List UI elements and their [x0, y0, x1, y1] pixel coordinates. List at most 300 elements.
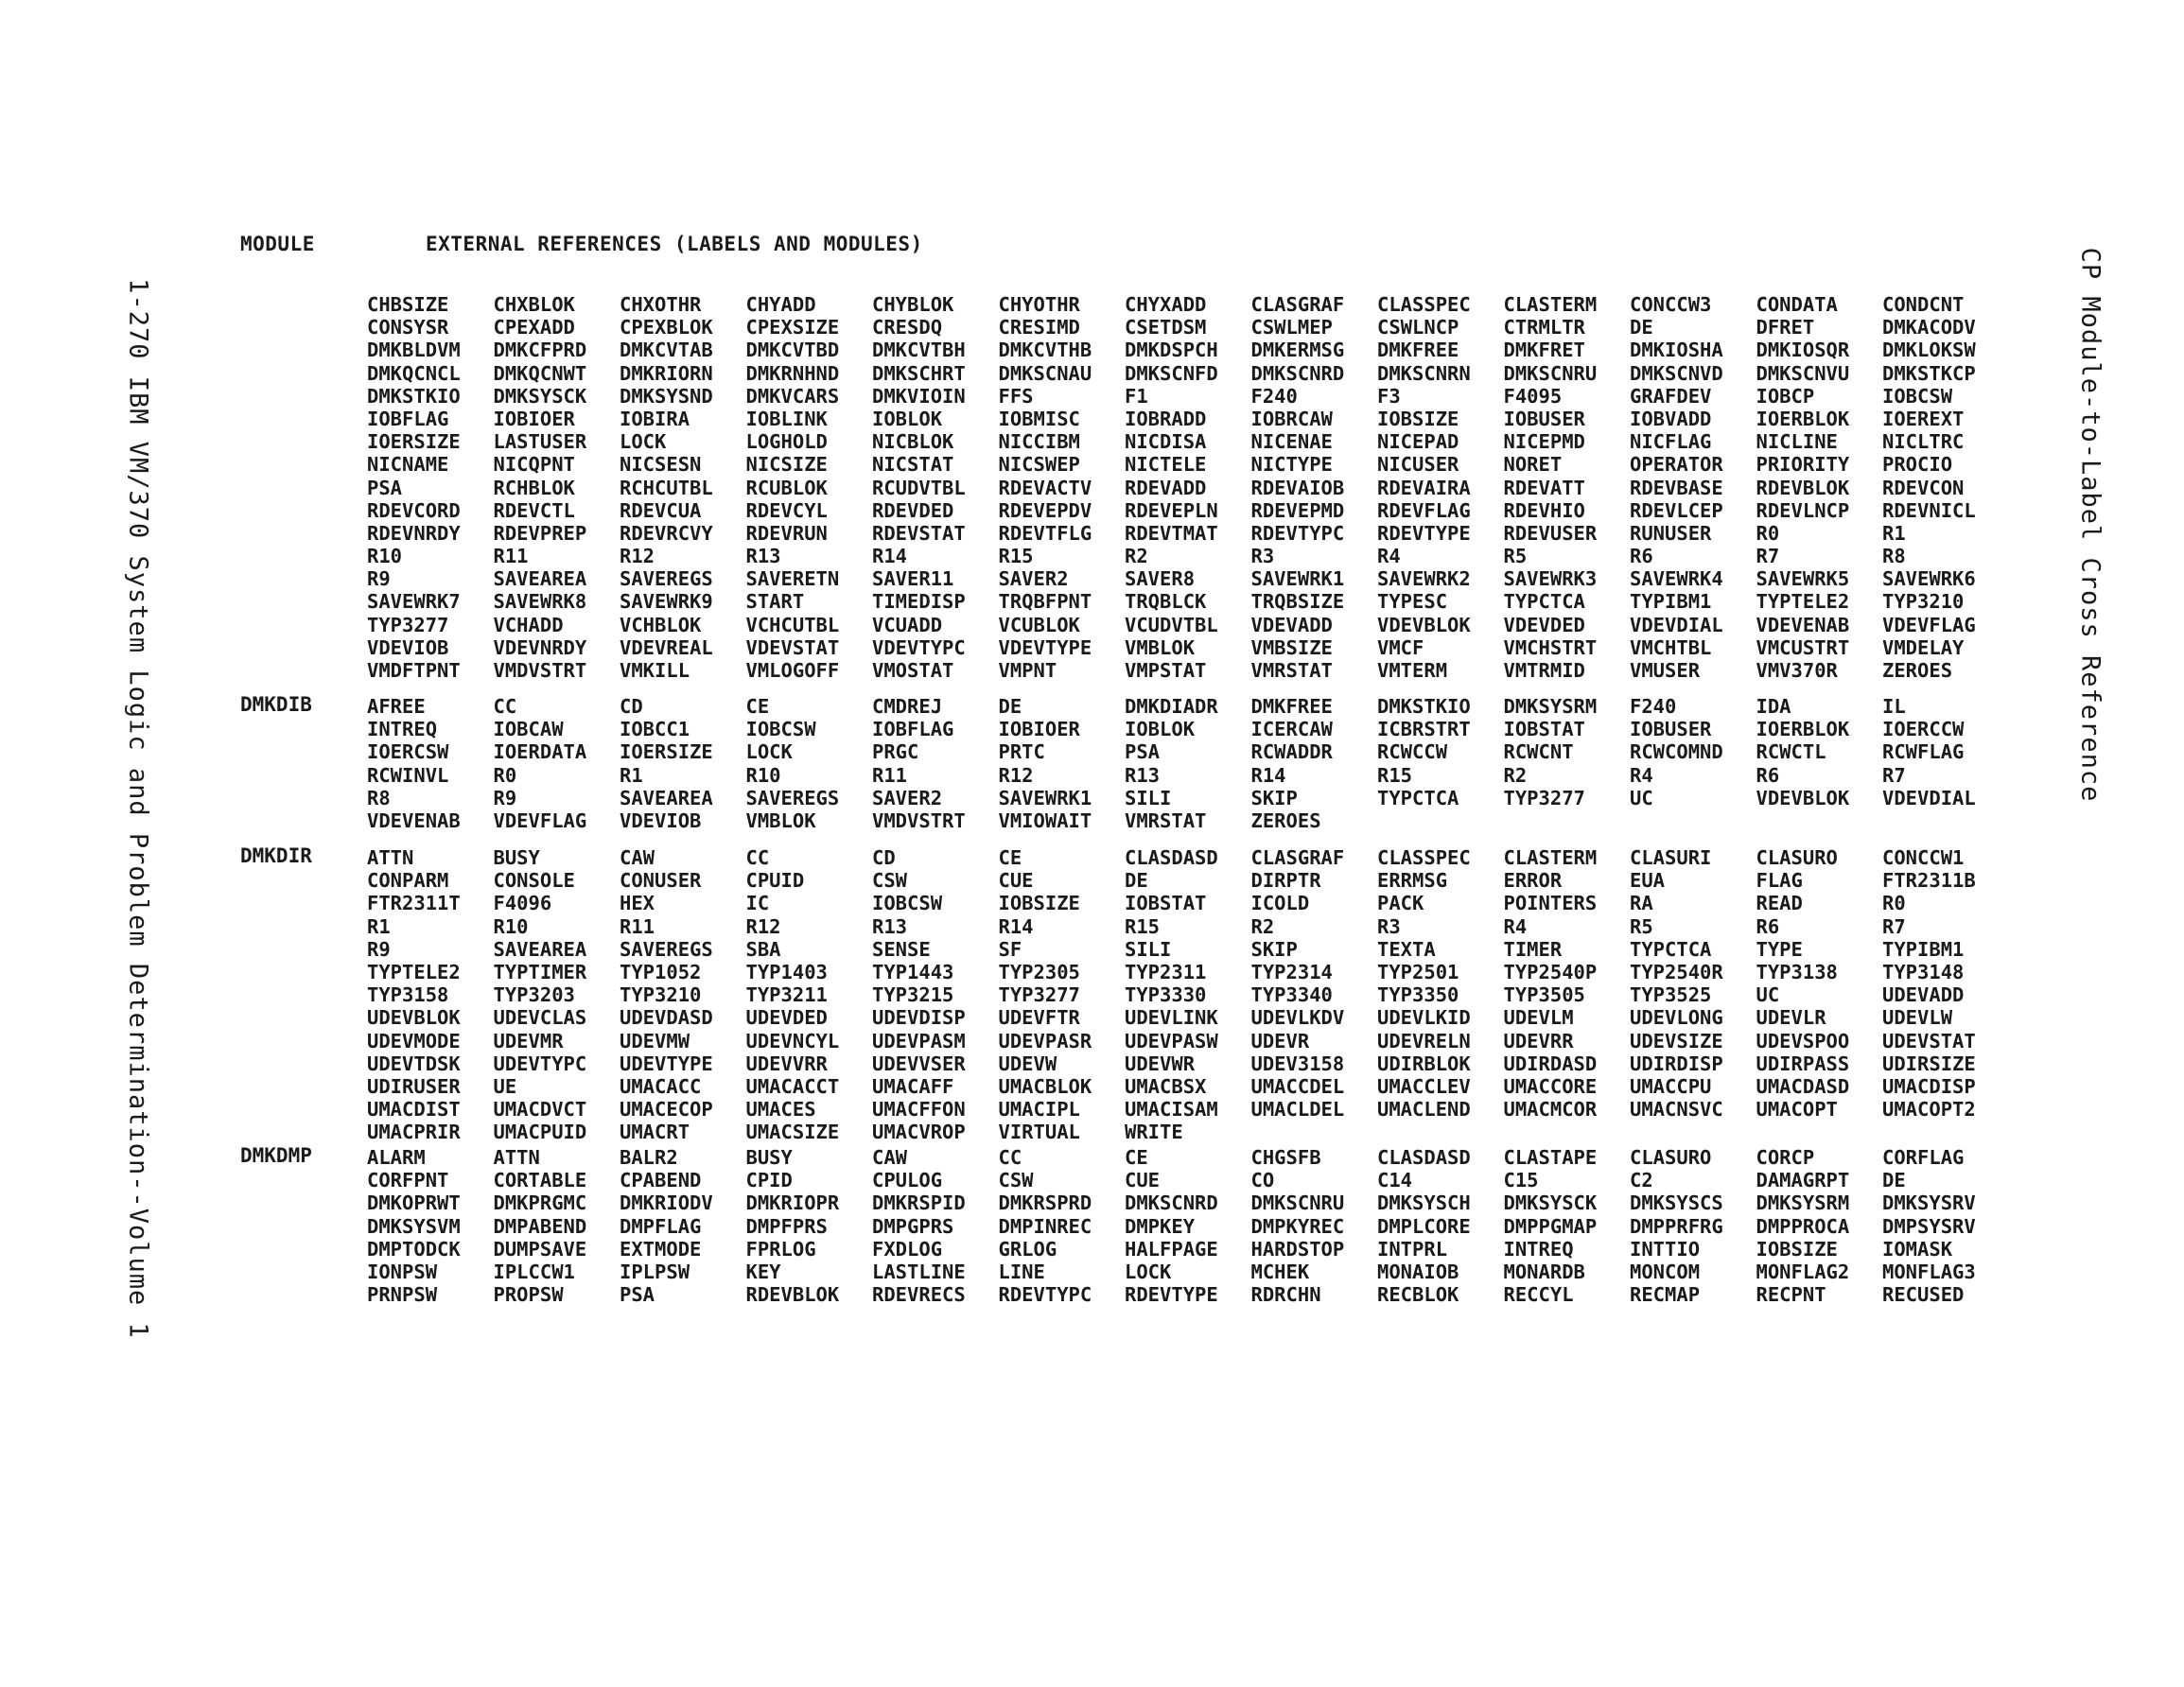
reference-label: FTR2311B: [1882, 869, 1976, 893]
reference-label: CAW: [620, 846, 655, 869]
reference-label: CRESDQ: [872, 316, 943, 339]
reference-label: UDEVLM: [1503, 1006, 1574, 1030]
reference-label: TYPTIMER: [493, 960, 587, 983]
reference-label: RDEVRCVY: [620, 521, 713, 545]
reference-label: R1: [367, 914, 391, 938]
reference-label: DIRPTR: [1250, 869, 1321, 893]
reference-label: [1377, 809, 1504, 832]
reference-label: IL: [1882, 695, 1906, 718]
reference-label: READ: [1756, 892, 1803, 915]
reference-label: UMACISAM: [1125, 1098, 1218, 1122]
reference-label: VCUBLOK: [998, 613, 1080, 636]
reference-label: CD: [620, 695, 643, 718]
reference-label: DMKBLDVM: [367, 339, 461, 362]
reference-label: [1630, 1121, 1756, 1143]
reference-label: TYPCTCA: [1377, 786, 1459, 809]
reference-label: CAW: [872, 1146, 908, 1169]
reference-label: IOBIRA: [620, 407, 690, 430]
reference-label: R12: [620, 545, 655, 568]
reference-label: SAVER2: [998, 567, 1069, 591]
reference-label: NICUSER: [1377, 453, 1459, 477]
reference-label: SAVEWRK3: [1503, 567, 1598, 591]
reference-label: NICSESN: [620, 453, 702, 477]
reference-label: TYP3350: [1377, 983, 1459, 1007]
reference-label: DMKSCNVD: [1630, 361, 1723, 385]
reference-label: DMKSYSRM: [1503, 695, 1598, 718]
reference-label: R2: [1250, 914, 1275, 938]
reference-label: ICBRSTRT: [1377, 718, 1471, 741]
reference-label: [1882, 1121, 2009, 1143]
reference-label: C15: [1503, 1169, 1539, 1192]
reference-label: VMRSTAT: [1125, 809, 1207, 832]
reference-label: VMDVSTRT: [493, 659, 587, 682]
reference-label: RECPNT: [1756, 1283, 1826, 1307]
module-name: DMKDMP: [240, 1144, 312, 1167]
reference-label: SAVEWRK1: [1250, 567, 1345, 591]
reference-label: CONCCW1: [1882, 846, 1965, 869]
reference-label: PRGC: [872, 740, 919, 764]
reference-label: RCHBLOK: [493, 476, 575, 499]
reference-label: RDEVNICL: [1882, 498, 1976, 522]
reference-label: R11: [872, 763, 908, 787]
reference-label: CPULOG: [872, 1169, 943, 1192]
reference-label: NORET: [1503, 453, 1563, 477]
reference-label: R8: [367, 786, 391, 809]
reference-label: SAVEAREA: [620, 786, 713, 809]
reference-label: DMKVIOIN: [872, 384, 966, 408]
reference-label: VIRTUAL: [998, 1121, 1080, 1144]
reference-label: R13: [745, 545, 781, 568]
reference-label: CHYOTHR: [998, 293, 1080, 316]
reference-label: VCUADD: [872, 613, 943, 636]
reference-label: FTR2311T: [367, 892, 461, 915]
reference-label: RCWCOMND: [1630, 740, 1723, 764]
reference-label: UDEV3158: [1250, 1052, 1345, 1075]
reference-label: UDEVADD: [1882, 983, 1965, 1007]
reference-label: F4095: [1503, 384, 1563, 408]
reference-label: DMKSYSCK: [1503, 1191, 1598, 1215]
reference-label: DMPSYSRV: [1882, 1214, 1976, 1238]
reference-label: CLASGRAF: [1250, 293, 1345, 316]
reference-label: ICERCAW: [1250, 718, 1333, 741]
reference-label: DMKSCHRT: [872, 361, 966, 385]
reference-label: VMLOGOFF: [745, 659, 840, 682]
reference-label: NICLTRC: [1882, 430, 1965, 454]
reference-label: VDEVIOB: [367, 635, 449, 659]
reference-label: UDEVLONG: [1630, 1006, 1723, 1030]
reference-label: INTREQ: [367, 718, 438, 741]
reference-label: RDEVSTAT: [872, 521, 966, 545]
reference-label: R1: [620, 763, 643, 787]
reference-label: R7: [1882, 763, 1906, 787]
reference-label: SKIP: [1250, 937, 1298, 961]
reference-label: UDEVLKDV: [1250, 1006, 1345, 1030]
reference-label: DE: [1125, 869, 1148, 893]
reference-label: IOBIOER: [493, 407, 575, 430]
reference-label: HARDSTOP: [1250, 1237, 1345, 1261]
reference-label: SAVEWRK8: [493, 590, 587, 614]
reference-label: VMCUSTRT: [1756, 635, 1850, 659]
reference-label: CD: [872, 846, 896, 869]
reference-label: VMPNT: [998, 659, 1057, 682]
reference-label: MONCOM: [1630, 1260, 1701, 1283]
reference-label: [1630, 809, 1756, 832]
reference-label: ZEROES: [1250, 809, 1321, 832]
reference-label: ATTN: [493, 1146, 540, 1169]
reference-label: R15: [1125, 914, 1161, 938]
reference-label: PRIORITY: [1756, 453, 1850, 477]
reference-label: PACK: [1377, 892, 1424, 915]
reference-label: UDEVLW: [1882, 1006, 1953, 1030]
reference-label: DMKLOKSW: [1882, 339, 1976, 362]
reference-label: NICTELE: [1125, 453, 1207, 477]
reference-label: CHYADD: [745, 293, 816, 316]
reference-label: UDEVFTR: [998, 1006, 1080, 1030]
reference-label: CHXOTHR: [620, 293, 702, 316]
reference-label: RDEVTYPC: [998, 1283, 1092, 1307]
reference-label: TYP3148: [1882, 960, 1965, 983]
reference-label: UDEVDED: [745, 1006, 828, 1030]
reference-label: SBA: [745, 937, 781, 961]
reference-label: DMKOPRWT: [367, 1191, 461, 1215]
reference-label: UMACPUID: [493, 1121, 587, 1144]
reference-label: UMACAFF: [872, 1074, 954, 1098]
reference-label: ALARM: [367, 1146, 426, 1169]
reference-label: EXTMODE: [620, 1237, 702, 1261]
reference-label: START: [745, 590, 805, 614]
reference-label: UMACES: [745, 1098, 816, 1122]
reference-label: SAVEWRK5: [1756, 567, 1850, 591]
reference-label: SAVER2: [872, 786, 943, 809]
reference-label: CTRMLTR: [1503, 316, 1585, 339]
reference-label: SAVEWRK9: [620, 590, 713, 614]
reference-label: DMKFREE: [1377, 339, 1459, 362]
reference-label: F4096: [493, 892, 552, 915]
reference-label: PROCIO: [1882, 453, 1953, 477]
reference-label: TYP2501: [1377, 960, 1459, 983]
reference-label: IOBUSER: [1630, 718, 1712, 741]
reference-label: UDEVPASM: [872, 1029, 966, 1052]
reference-label: IOBCSW: [1882, 384, 1953, 408]
reference-label: VMOSTAT: [872, 659, 954, 682]
reference-label: DMPPGMAP: [1503, 1214, 1598, 1238]
reference-label: IOMASK: [1882, 1237, 1953, 1261]
reference-label: VMTERM: [1377, 659, 1448, 682]
reference-label: VDEVSTAT: [745, 635, 840, 659]
reference-label: UE: [493, 1074, 517, 1098]
reference-label: VDEVBLOK: [1756, 786, 1850, 809]
reference-label: NICDISA: [1125, 430, 1207, 454]
reference-label: DMKCFPRD: [493, 339, 587, 362]
reference-label: GRLOG: [998, 1237, 1057, 1261]
reference-label: RDEVACTV: [998, 476, 1092, 499]
reference-label: RDEVAIRA: [1377, 476, 1471, 499]
reference-label: DMKACODV: [1882, 316, 1976, 339]
reference-label: IOBCAW: [493, 718, 564, 741]
reference-label: RCWCCW: [1377, 740, 1448, 764]
reference-label: RDEVBLOK: [745, 1283, 840, 1307]
reference-label: TYP3340: [1250, 983, 1333, 1007]
reference-label: RDEVEPDV: [998, 498, 1092, 522]
module-name: DMKDIB: [240, 693, 312, 716]
reference-label: DUMPSAVE: [493, 1237, 587, 1261]
reference-label: CE: [998, 846, 1022, 869]
reference-label: RDEVCUA: [620, 498, 702, 522]
reference-label: DMPKEY: [1125, 1214, 1196, 1238]
reference-label: SILI: [1125, 786, 1172, 809]
reference-label: [1504, 809, 1631, 832]
reference-label: R9: [367, 567, 391, 591]
column-header-external-references: EXTERNAL REFERENCES (LABELS AND MODULES): [426, 233, 923, 255]
reference-label: SAVEREGS: [745, 786, 840, 809]
reference-label: UDIRUSER: [367, 1074, 461, 1098]
reference-label: NICTYPE: [1250, 453, 1333, 477]
reference-label: CLASURO: [1630, 1146, 1712, 1169]
reference-label: MONFLAG3: [1882, 1260, 1976, 1283]
reference-label: TYP2311: [1125, 960, 1207, 983]
reference-label: TYP2540R: [1630, 960, 1723, 983]
reference-label: BUSY: [745, 1146, 793, 1169]
reference-label: R10: [367, 545, 403, 568]
reference-label: R14: [1250, 763, 1286, 787]
reference-label: DMKRIOPR: [745, 1191, 840, 1215]
reference-label: VCUDVTBL: [1125, 613, 1218, 636]
reference-label: UDEVSIZE: [1630, 1029, 1723, 1052]
reference-label: DMKSYSVM: [367, 1214, 461, 1238]
reference-label: UDEVTYPE: [620, 1052, 713, 1075]
reference-label: IOERSIZE: [620, 740, 713, 764]
reference-label: VDEVDED: [1503, 613, 1585, 636]
reference-label: IOBSTAT: [1125, 892, 1207, 915]
reference-label: UDEVLKID: [1377, 1006, 1471, 1030]
reference-label: CPEXSIZE: [745, 316, 840, 339]
reference-label: IOBLOK: [1125, 718, 1196, 741]
reference-label: SAVEWRK6: [1882, 567, 1976, 591]
reference-label: SILI: [1125, 937, 1172, 961]
reference-label: CONDCNT: [1882, 293, 1965, 316]
reference-label: TYP3330: [1125, 983, 1207, 1007]
reference-label: DMKSYSND: [620, 384, 713, 408]
reference-label: LOCK: [620, 430, 667, 454]
reference-label: PSA: [1125, 740, 1161, 764]
reference-label: DMKRNHND: [745, 361, 840, 385]
reference-label: IOBMISC: [998, 407, 1080, 430]
reference-label: CHXBLOK: [493, 293, 575, 316]
reference-label: TYP1052: [620, 960, 702, 983]
reference-label: GRAFDEV: [1630, 384, 1712, 408]
reference-label: RDEVCON: [1882, 476, 1965, 499]
reference-label: [1504, 1121, 1631, 1143]
reference-label: VCHADD: [493, 613, 564, 636]
reference-label: [1377, 1121, 1504, 1143]
reference-label: RDEVTYPC: [1250, 521, 1345, 545]
reference-label: LASTUSER: [493, 430, 587, 454]
reference-label: TYPTELE2: [367, 960, 461, 983]
reference-label: UDEVTDSK: [367, 1052, 461, 1075]
reference-label: SAVER11: [872, 567, 954, 591]
reference-label: UDEVVSER: [872, 1052, 966, 1075]
reference-label: R14: [998, 914, 1034, 938]
reference-label: TIMEDISP: [872, 590, 966, 614]
reference-label: NICNAME: [367, 453, 449, 477]
reference-label: UDEVPASR: [998, 1029, 1092, 1052]
reference-label: R7: [1882, 914, 1906, 938]
reference-label: CSWLMEP: [1250, 316, 1333, 339]
reference-label: UMACBLOK: [998, 1074, 1092, 1098]
reference-label: RDEVTYPE: [1125, 1283, 1218, 1307]
reference-label: DMKSCNAU: [998, 361, 1092, 385]
reference-label: CPEXBLOK: [620, 316, 713, 339]
reference-label: MCHEK: [1250, 1260, 1310, 1283]
reference-label: UMACCORE: [1503, 1074, 1598, 1098]
reference-label: CPEXADD: [493, 316, 575, 339]
reference-label: R12: [998, 763, 1034, 787]
reference-label: R4: [1377, 545, 1401, 568]
reference-label: F240: [1630, 695, 1677, 718]
reference-label: IOBSIZE: [1756, 1237, 1838, 1261]
reference-label: C14: [1377, 1169, 1413, 1192]
reference-label: HALFPAGE: [1125, 1237, 1218, 1261]
reference-label: CPID: [745, 1169, 793, 1192]
reference-label: TEXTA: [1377, 937, 1436, 961]
reference-label: CONCCW3: [1630, 293, 1712, 316]
reference-label: RDEVAIOB: [1250, 476, 1345, 499]
reference-label: UMACLEND: [1377, 1098, 1471, 1122]
reference-label: RDEVHIO: [1503, 498, 1585, 522]
reference-label: VDEVDIAL: [1882, 786, 1976, 809]
reference-label: RDEVNRDY: [367, 521, 461, 545]
reference-label: RECBLOK: [1377, 1283, 1459, 1307]
reference-label: UMACDISP: [1882, 1074, 1976, 1098]
reference-label: UDEVDISP: [872, 1006, 966, 1030]
reference-label: VDEVBLOK: [1377, 613, 1471, 636]
reference-label: DMKSTKIO: [1377, 695, 1471, 718]
reference-label: NICEPAD: [1377, 430, 1459, 454]
module-name: DMKDIR: [240, 844, 312, 867]
reference-label: UMACDIST: [367, 1098, 461, 1122]
reference-label: RDEVTYPE: [1377, 521, 1471, 545]
reference-label: DMKFREE: [1250, 695, 1333, 718]
reference-label: DMKRSPRD: [998, 1191, 1092, 1215]
reference-label: RCWCNT: [1503, 740, 1574, 764]
reference-label: NICSTAT: [872, 453, 954, 477]
reference-label: R0: [1756, 521, 1780, 545]
reference-label: HEX: [620, 892, 655, 915]
reference-label: VMV370R: [1756, 659, 1838, 682]
reference-label: CC: [745, 846, 770, 869]
reference-label: DMKCVTAB: [620, 339, 713, 362]
reference-label: DMKRSPID: [872, 1191, 966, 1215]
reference-label: CSETDSM: [1125, 316, 1207, 339]
reference-label: UDEVMODE: [367, 1029, 461, 1052]
reference-label: R15: [998, 545, 1034, 568]
reference-label: DMKIOSQR: [1756, 339, 1850, 362]
reference-label: RDEVPREP: [493, 521, 587, 545]
reference-label: RDEVUSER: [1503, 521, 1598, 545]
reference-label: SENSE: [872, 937, 931, 961]
reference-label: RDEVTFLG: [998, 521, 1092, 545]
reference-label: TRQBLCK: [1125, 590, 1207, 614]
reference-label: TYP3210: [1882, 590, 1965, 614]
reference-label: R12: [745, 914, 781, 938]
reference-label: TYP3525: [1630, 983, 1712, 1007]
reference-label: DMKCVTBH: [872, 339, 966, 362]
reference-label: [1882, 809, 2009, 832]
reference-label: UDEVLINK: [1125, 1006, 1218, 1030]
reference-label: CONDATA: [1756, 293, 1838, 316]
reference-label: RCWINVL: [367, 763, 449, 787]
reference-label: RDRCHN: [1250, 1283, 1321, 1307]
reference-label: INTREQ: [1503, 1237, 1574, 1261]
reference-label: PROPSW: [493, 1283, 564, 1307]
reference-label: DMKRIORN: [620, 361, 713, 385]
reference-grid: [367, 695, 2009, 832]
reference-label: DMKSCNRU: [1503, 361, 1598, 385]
reference-label: TIMER: [1503, 937, 1563, 961]
reference-label: CLASURI: [1630, 846, 1712, 869]
reference-label: NICBLOK: [872, 430, 954, 454]
reference-label: AFREE: [367, 695, 426, 718]
reference-label: CC: [998, 1146, 1022, 1169]
reference-label: ERRMSG: [1377, 869, 1448, 893]
reference-label: CLASGRAF: [1250, 846, 1345, 869]
reference-label: PRTC: [998, 740, 1045, 764]
reference-label: RCWFLAG: [1882, 740, 1965, 764]
reference-label: VMTRMID: [1503, 659, 1585, 682]
reference-label: VCHCUTBL: [745, 613, 840, 636]
reference-label: TYP2540P: [1503, 960, 1598, 983]
reference-label: UDEVDASD: [620, 1006, 713, 1030]
reference-label: RDEVEPLN: [1125, 498, 1218, 522]
reference-label: DMKSTKIO: [367, 384, 461, 408]
reference-label: KEY: [745, 1260, 781, 1283]
reference-label: NICCIBM: [998, 430, 1080, 454]
reference-label: TYP3277: [998, 983, 1080, 1007]
left-margin-title-text: 1-270 IBM VM/370 System Logic and Problem Determination--Volume 1: [123, 278, 153, 1339]
reference-label: TYPCTCA: [1503, 590, 1585, 614]
reference-label: CRESIMD: [998, 316, 1080, 339]
reference-label: VMIOWAIT: [998, 809, 1092, 832]
reference-label: CONUSER: [620, 869, 702, 893]
reference-label: VMDELAY: [1882, 635, 1965, 659]
reference-label: RDEVCYL: [745, 498, 828, 522]
reference-label: R9: [367, 937, 391, 961]
reference-label: TYP3277: [367, 613, 449, 636]
reference-label: UC: [1630, 786, 1653, 809]
reference-label: VMUSER: [1630, 659, 1701, 682]
reference-label: R2: [1503, 763, 1528, 787]
reference-label: DMKSCNRN: [1377, 361, 1471, 385]
reference-label: CUE: [998, 869, 1034, 893]
reference-label: SKIP: [1250, 786, 1298, 809]
reference-label: IOBFLAG: [872, 718, 954, 741]
reference-label: R0: [493, 763, 517, 787]
reference-label: DMKPRGMC: [493, 1191, 587, 1215]
reference-label: MONARDB: [1503, 1260, 1585, 1283]
reference-label: NICEPMD: [1503, 430, 1585, 454]
reference-label: LOCK: [745, 740, 793, 764]
reference-label: TYP3211: [745, 983, 828, 1007]
reference-label: TYP3277: [1503, 786, 1585, 809]
reference-label: CONSYSR: [367, 316, 449, 339]
reference-label: DMKQCNCL: [367, 361, 461, 385]
reference-label: CO: [1250, 1169, 1275, 1192]
reference-label: RDEVFLAG: [1377, 498, 1471, 522]
reference-label: NICFLAG: [1630, 430, 1712, 454]
reference-label: FXDLOG: [872, 1237, 943, 1261]
reference-label: CORTABLE: [493, 1169, 587, 1192]
reference-label: DE: [1630, 316, 1653, 339]
